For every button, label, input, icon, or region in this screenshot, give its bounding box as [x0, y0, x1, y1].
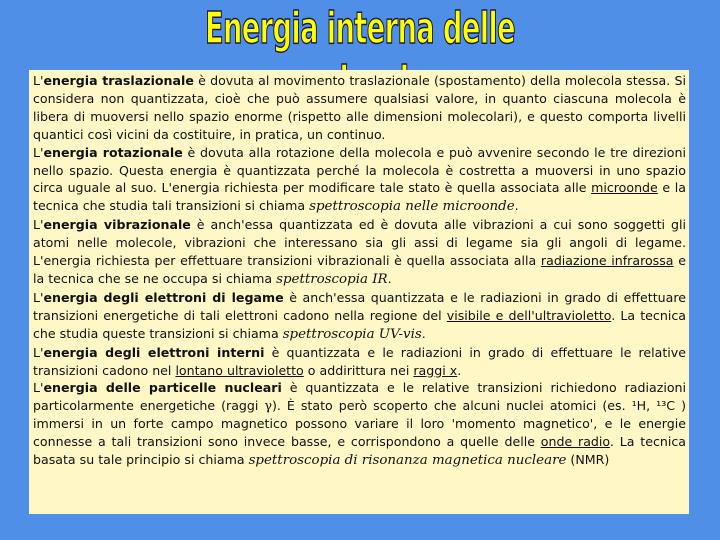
link-radio-waves[interactable]: onde radio [540, 434, 610, 450]
text: o addirittura nei [303, 362, 414, 378]
text: . La tecnica che studia queste transizioni si chiama [33, 307, 686, 341]
text: è quantizzata e le radiazioni in grado di effettuare le relative transizioni cadono nel [33, 344, 687, 378]
text: L' [33, 73, 44, 88]
term-nuclear: energia delle particelle nucleari [43, 380, 282, 396]
term-inner-electrons: energia degli elettroni interni [43, 344, 265, 360]
content-panel [29, 70, 689, 514]
text: L' [33, 217, 44, 233]
paragraph-translational [33, 72, 686, 144]
term-bonding-electrons: energia degli elettroni di legame [43, 289, 284, 305]
technique-ir: spettroscopia IR [276, 271, 388, 287]
text: L' [33, 144, 44, 160]
link-infrared[interactable]: radiazione infrarossa [540, 253, 674, 269]
text: (NMR) [566, 452, 610, 468]
link-microwaves[interactable]: microonde [591, 180, 658, 196]
text: . [457, 362, 462, 378]
text: è anch'essa quantizzata ed è dovuta alle vibrazioni a cui sono soggetti gli atomi nelle molecole, vibrazioni che interessano sia gli assi di legame sia gli angoli di legame. L'energia richiesta per effettuare transizioni vibrazionali è quella associata alla [33, 217, 686, 269]
link-visible-uv[interactable]: visibile e dell'ultravioletto [446, 307, 612, 323]
page-title: Energia interna delle [204, 3, 516, 54]
technique-microwave: spettroscopia nelle microonde [309, 199, 515, 215]
text: ). È stato però scoperto che alcuni nuclei atomici (es. ¹H, ¹³C ) immersi in un forte campo magnetico possono variare il loro 'momento magnetico', e le energie connesse a tali transizioni sono invece basse, e corrispondono a quelle delle [33, 398, 686, 450]
text: è quantizzata e le relative transizioni richiedono radiazioni particolarmente energetiche (raggi [33, 380, 686, 414]
text: e la tecnica che se ne occupa si chiama [33, 253, 686, 286]
paragraph-vibrational [33, 216, 686, 289]
text: è dovuta alla rotazione della molecola e può avvenire secondo le tre direzioni nello spazio. Questa energia è quantizzata perché la molecola è costretta a muoversi in uno spazio circa uguale al suo. L'energia richiesta per modificare tale stato è quella associata alle [33, 144, 686, 196]
link-x-rays[interactable]: raggi x [413, 362, 458, 378]
paragraph-bonding-electrons [33, 289, 686, 344]
text: L' [33, 344, 44, 360]
technique-nmr: spettroscopia di risonanza magnetica nucleare [248, 453, 567, 469]
text: . [387, 270, 392, 286]
term-translational: energia traslazionale [43, 73, 194, 88]
paragraph-rotational [33, 144, 686, 217]
paragraph-inner-electrons [33, 344, 686, 380]
text: L' [33, 289, 44, 305]
text: . [421, 325, 426, 341]
term-rotational: energia rotazionale [43, 144, 183, 160]
link-far-uv[interactable]: lontano ultravioletto [175, 362, 304, 378]
text: . [514, 198, 519, 214]
text: . La tecnica basata su tale principio si chiama [33, 434, 686, 468]
text: L' [33, 380, 44, 396]
gamma-symbol: γ [264, 398, 272, 414]
term-vibrational: energia vibrazionale [43, 217, 191, 233]
technique-uv-vis: spettroscopia UV-vis [282, 326, 422, 342]
text: e la tecnica che studia tali transizioni si chiama [33, 180, 686, 214]
text: è anch'essa quantizzata e le radiazioni in grado di effettuare transizioni energetiche di tali elettroni cadono nella regione del [33, 289, 686, 323]
text: è dovuta al movimento traslazionale (spostamento) della molecola stessa. Si considera non quantizzata, cioè che può assumere qualsiasi valore, in quanto ciascuna molecola è libera di muoversi nello spazio enorme (rispetto alle dimensioni molecolari), e questo comporta livelli quantici così vicini da costituire, in pratica, un continuo. [33, 73, 686, 142]
paragraph-nuclear [33, 379, 686, 470]
